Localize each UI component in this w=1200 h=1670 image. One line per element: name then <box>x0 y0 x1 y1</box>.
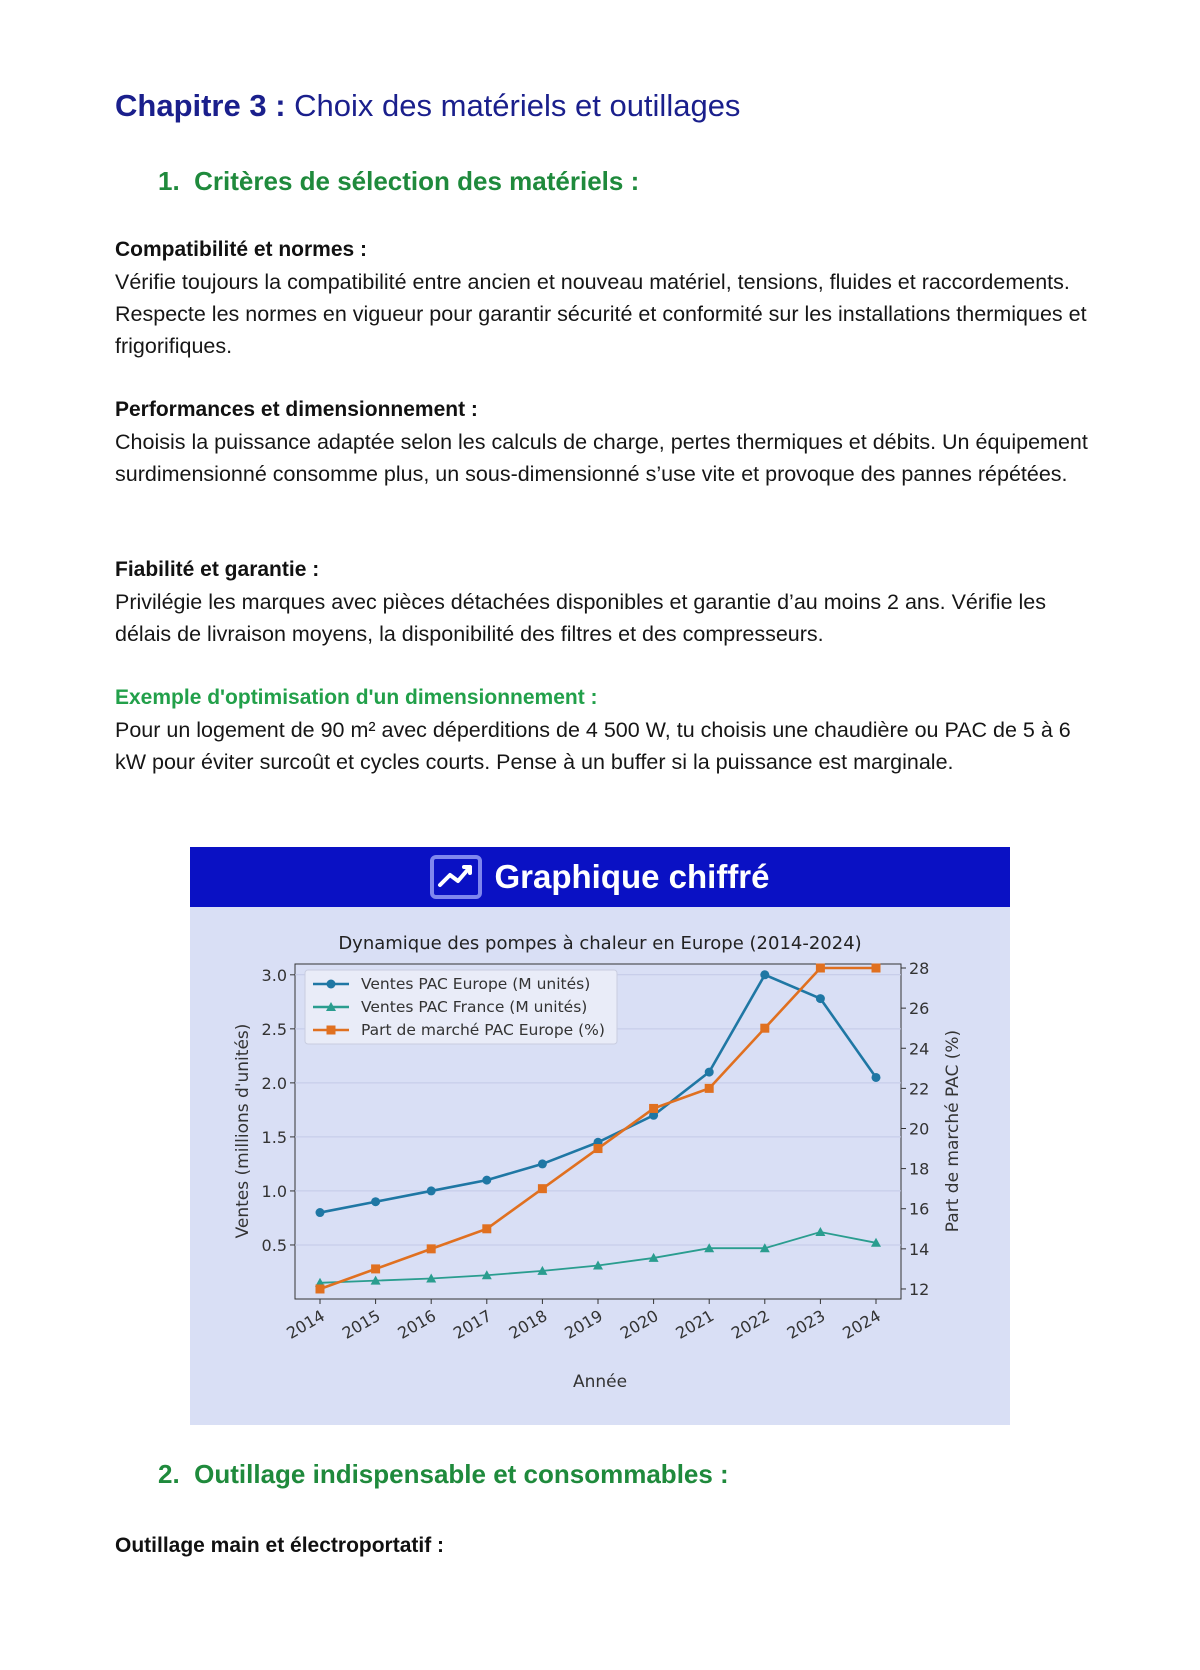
data-point <box>705 1068 714 1077</box>
y2-tick-label: 26 <box>909 999 930 1019</box>
data-point <box>816 994 825 1003</box>
chapter-name: Choix des matériels et outillages <box>294 88 741 123</box>
legend-swatch-marker <box>327 980 336 989</box>
y2-tick-label: 18 <box>909 1159 930 1179</box>
x-tick-label: 2014 <box>283 1306 328 1343</box>
section-2-title <box>158 1459 729 1490</box>
chart-legend <box>305 970 617 1044</box>
y-tick-label: 1.0 <box>261 1181 287 1201</box>
x-tick-label: 2018 <box>505 1306 551 1343</box>
block-heading: Performances et dimensionnement : <box>115 398 478 421</box>
x-tick-label: 2017 <box>450 1306 495 1343</box>
data-point <box>316 1284 325 1293</box>
chapter-title <box>115 88 740 124</box>
block-compatibility <box>115 234 1095 362</box>
data-point <box>815 1227 825 1236</box>
series-2 <box>315 1227 881 1287</box>
block-example <box>115 682 1095 778</box>
y-axis-left <box>262 966 295 1255</box>
chart-card-title: Graphique chiffré <box>494 858 770 895</box>
y-tick-label: 1.5 <box>261 1127 287 1147</box>
y-axis-right <box>901 959 929 1299</box>
data-point <box>427 1186 436 1195</box>
block-reliability <box>115 554 1095 650</box>
data-point <box>371 1197 380 1206</box>
data-point <box>482 1224 491 1233</box>
legend-label: Ventes PAC Europe (M unités) <box>361 975 591 993</box>
x-tick-label: 2021 <box>672 1306 718 1343</box>
data-point <box>705 1084 714 1093</box>
block-text: Choisis la puissance adaptée selon les calculs de charge, pertes thermiques et débits. Un équipement surdimensionné consomme plus, un sous-dimensionné s’use vite et provoque des pannes répétées. <box>115 430 1088 486</box>
block-heading: Outillage main et électroportatif : <box>115 1534 445 1557</box>
data-point <box>872 1073 881 1082</box>
y-tick-label: 2.5 <box>261 1019 287 1039</box>
y2-tick-label: 20 <box>909 1119 930 1139</box>
legend-label: Part de marché PAC Europe (%) <box>361 1021 605 1039</box>
y-tick-label: 3.0 <box>261 965 287 985</box>
chart-title: Dynamique des pompes à chaleur en Europe (2014-2024) <box>338 933 862 954</box>
y2-tick-label: 12 <box>909 1279 930 1299</box>
section-2-label: Outillage indispensable et consommables : <box>194 1459 729 1489</box>
x-tick-label: 2022 <box>728 1306 773 1343</box>
data-point <box>538 1184 547 1193</box>
legend-label: Ventes PAC France (M unités) <box>361 998 588 1016</box>
block-heading: Exemple d'optimisation d'un dimensionnement : <box>115 686 598 709</box>
section-2-number: 2. <box>158 1459 180 1489</box>
data-point <box>594 1144 603 1153</box>
data-point <box>816 964 825 973</box>
block-text: Vérifie toujours la compatibilité entre ancien et nouveau matériel, tensions, fluides et raccordements. Respecte les normes en vigueur pour garantir sécurité et conformité sur les installations thermiques et frigorifiques. <box>115 270 1087 358</box>
x-tick-label: 2019 <box>561 1306 606 1343</box>
section-1-number: 1. <box>158 166 180 196</box>
block-performance <box>115 394 1095 490</box>
data-point <box>482 1176 491 1185</box>
block-text: Privilégie les marques avec pièces détachées disponibles et garantie d’au moins 2 ans. Vérifie les délais de livraison moyens, la disponibilité des filtres et des compresseurs. <box>115 590 1046 646</box>
chart-card-header <box>190 847 1010 907</box>
y-tick-label: 0.5 <box>261 1235 287 1255</box>
series-line <box>320 1232 876 1283</box>
line-chart-icon <box>430 855 482 899</box>
block-text: Pour un logement de 90 m² avec déperditions de 4 500 W, tu choisis une chaudière ou PAC de 5 à 6 kW pour éviter surcoût et cycles courts. Pense à un buffer si la puissance est marginale. <box>115 718 1071 774</box>
x-tick-label: 2023 <box>783 1306 829 1343</box>
section-1-title <box>158 166 639 197</box>
y2-tick-label: 24 <box>909 1039 930 1059</box>
y2-tick-label: 22 <box>909 1079 930 1099</box>
y-tick-label: 2.0 <box>261 1073 287 1093</box>
x-axis <box>283 1299 884 1343</box>
block-tools <box>115 1530 1095 1562</box>
line-chart <box>190 907 1010 1425</box>
chart-card <box>190 847 1010 1425</box>
data-point <box>649 1104 658 1113</box>
y2-axis-label: Part de marché PAC (%) <box>943 1029 963 1233</box>
x-tick-label: 2024 <box>839 1306 884 1343</box>
legend-swatch-marker <box>327 1026 336 1035</box>
data-point <box>427 1244 436 1253</box>
data-point <box>316 1208 325 1217</box>
y2-tick-label: 16 <box>909 1199 930 1219</box>
block-heading: Compatibilité et normes : <box>115 238 368 261</box>
x-tick-label: 2015 <box>338 1306 384 1343</box>
x-tick-label: 2016 <box>394 1306 440 1343</box>
chapter-lead: Chapitre 3 : <box>115 88 286 123</box>
block-heading: Fiabilité et garantie : <box>115 558 320 581</box>
x-axis-label: Année <box>572 1372 628 1392</box>
y2-tick-label: 14 <box>909 1239 930 1259</box>
y-axis-label: Ventes (millions d'unités) <box>233 1023 253 1239</box>
data-point <box>371 1264 380 1273</box>
y2-tick-label: 28 <box>909 959 930 979</box>
section-1-label: Critères de sélection des matériels : <box>194 166 640 196</box>
data-point <box>760 1024 769 1033</box>
x-tick-label: 2020 <box>616 1306 662 1343</box>
data-point <box>872 964 881 973</box>
data-point <box>538 1159 547 1168</box>
data-point <box>760 970 769 979</box>
